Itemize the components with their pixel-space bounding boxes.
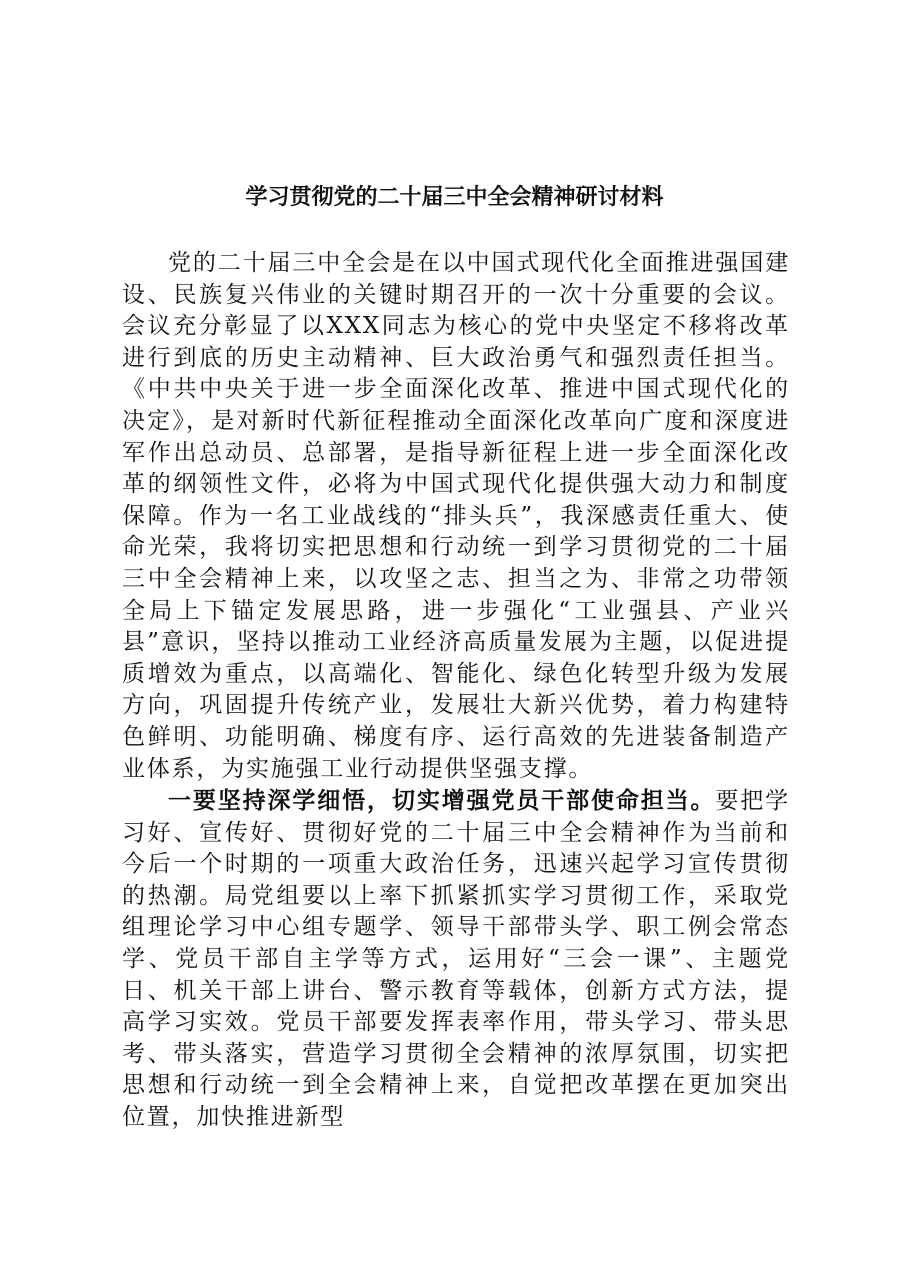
paragraph-intro [122, 248, 790, 785]
paragraph-text: 党的二十届三中全会是在以中国式现代化全面推进强国建设、民族复兴伟业的关键时期召开的一次十分重要的会议。会议充分彰显了以XXX同志为核心的党中央坚定不移将改革进行到底的历史主动精神、巨大政治勇气和强烈责任担当。《中共中央关于进一步全面深化改革、推进中国式现代化的决定》，是对新时代新征程推动全面深化改革向广度和深度进军作出总动员、总部署，是指导新征程上进一步全面深化改革的纲领性文件，必将为中国式现代化提供强大动力和制度保障。作为一名工业战线的“排头兵”，我深感责任重大、使命光荣，我将切实把思想和行动统一到学习贯彻党的二十届三中全会精神上来，以攻坚之志、担当之为、非常之功带领全局上下锚定发展思路，进一步强化“工业强县、产业兴县”意识，坚持以推动工业经济高质量发展为主题，以促进提质增效为重点，以高端化、智能化、绿色化转型升级为发展方向，巩固提升传统产业，发展壮大新兴优势，着力构建特色鲜明、功能明确、梯度有序、运行高效的先进装备制造产业体系，为实施强工业行动提供坚强支撑。 [122, 250, 790, 782]
paragraph-lead-heading: 一要坚持深学细悟，切实增强党员干部使命担当。 [168, 787, 716, 815]
document-body [122, 248, 790, 1134]
paragraph-text: 要把学习好、宣传好、贯彻好党的二十届三中全会精神作为当前和今后一个时期的一项重大政治任务，迅速兴起学习宣传贯彻的热潮。局党组要以上率下抓紧抓实学习贯彻工作，采取党组理论学习中心组专题学、领导干部带头学、职工例会常态学、党员干部自主学等方式，运用好“三会一课”、主题党日、机关干部上讲台、警示教育等载体，创新方式方法，提高学习实效。党员干部要发挥表率作用，带头学习、带头思考、带头落实，营造学习贯彻全会精神的浓厚氛围，切实把思想和行动统一到全会精神上来，自觉把改革摆在更加突出位置，加快推进新型 [122, 788, 790, 1131]
paragraph-point-one [122, 785, 790, 1134]
document-title: 学习贯彻党的二十届三中全会精神研讨材料 [245, 184, 664, 210]
